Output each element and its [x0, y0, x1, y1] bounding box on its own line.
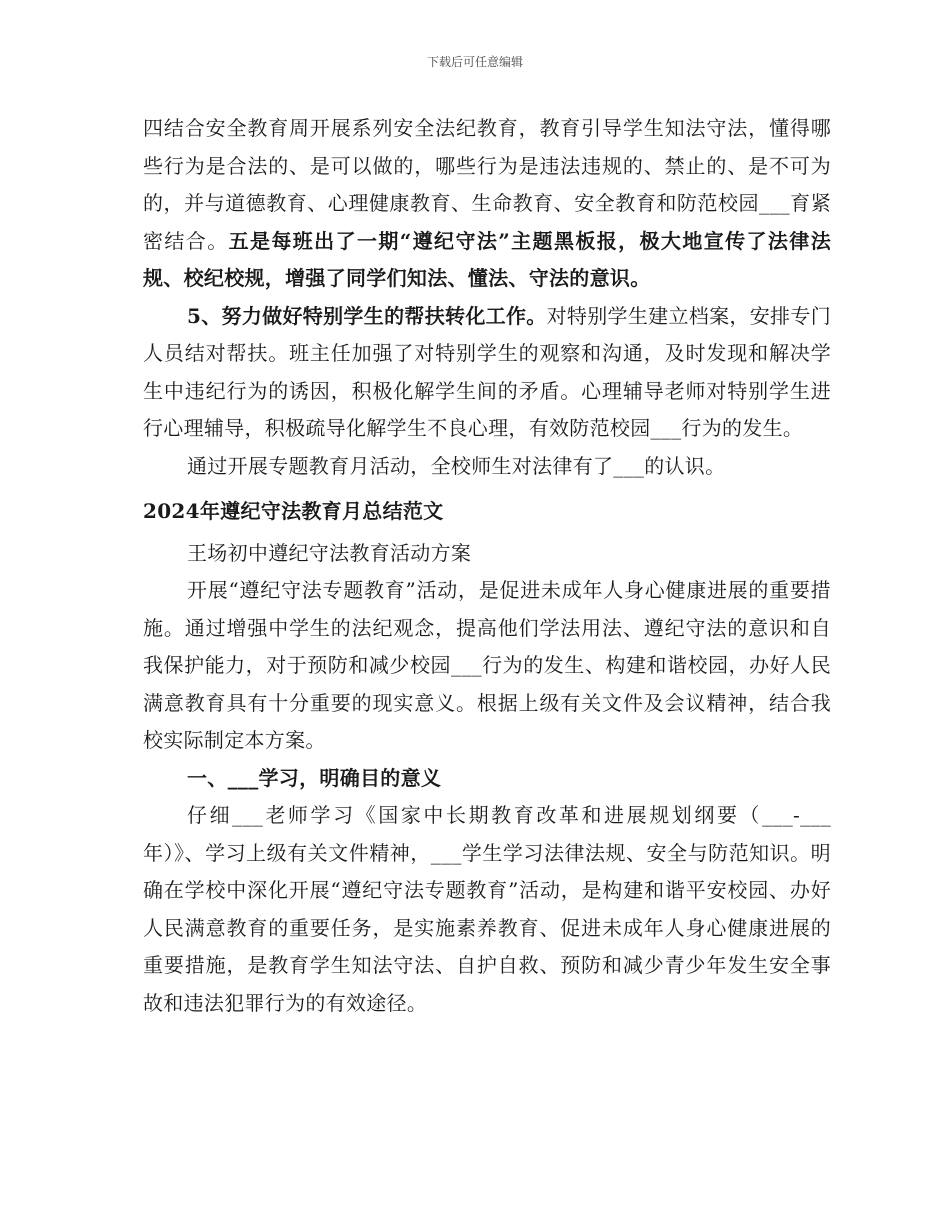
paragraph-1 [143, 110, 831, 298]
plan-title: 王场初中遵纪守法教育活动方案 [187, 540, 472, 565]
paragraph-3: 通过开展专题教育月活动，全校师生对法律有了___的认识。 [187, 453, 726, 478]
paragraph-6: 仔细___老师学习《国家中长期教育改革和进展规划纲要（___-___年）》、学习上级有关文件精神，___学生学习法律法规、安全与防范知识。明确在学校中深化开展“遵纪守法专题教育”活动，是构建和谐平安校园、办好人民满意教育的重要任务，是实施素养教育、促进未成年人身心健康进展的重要措施，是教育学生知法守法、自护自救、预防和减少青少年发生安全事故和违法犯罪行为的有效途径。 [143, 803, 831, 1015]
page-header: 下载后可任意编辑 [426, 55, 523, 69]
document-title: 2024年遵纪守法教育月总结范文 [143, 499, 444, 523]
section-heading-1: 一、___学习，明确目的意义 [187, 765, 442, 790]
paragraph-5: 开展“遵纪守法专题教育”活动，是促进未成年人身心健康进展的重要措施。通过增强中学生的法纪观念，提高他们学法用法、遵纪守法的意识和自我保护能力，对于预防和减少校园___行为的发生、构建和谐校园，办好人民满意教育具有十分重要的现实意义。根据上级有关文件及会议精神，结合我校实际制定本方案。 [143, 578, 831, 752]
paragraph-2-text: 对特别学生建立档案，安排专门人员结对帮扶。班主任加强了对特别学生的观察和沟通，及时发现和解决学生中违纪行为的诱因，积极化解学生间的矛盾。心理辅导老师对特别学生进行心理辅导，积极疏导化解学生不良心理，有效防范校园___行为的发生。 [143, 303, 831, 440]
paragraph-1-bold-text: 五是每班出了一期“遵纪守法”主题黑板报，极大地宣传了法律法规、校纪校规，增强了同学们知法、懂法、守法的意识。 [143, 228, 831, 290]
paragraph-1-text: 四结合安全教育周开展系列安全法纪教育，教育引导学生知法守法，懂得哪些行为是合法的、是可以做的，哪些行为是违法违规的、禁止的、是不可为的，并与道德教育、心理健康教育、生命教育、安全教育和防范校园___育紧密结合。 [143, 116, 831, 253]
paragraph-2-heading: 5、努力做好特别学生的帮扶转化工作。 [187, 303, 547, 328]
document-body [143, 110, 831, 1022]
paragraph-2 [143, 298, 831, 448]
